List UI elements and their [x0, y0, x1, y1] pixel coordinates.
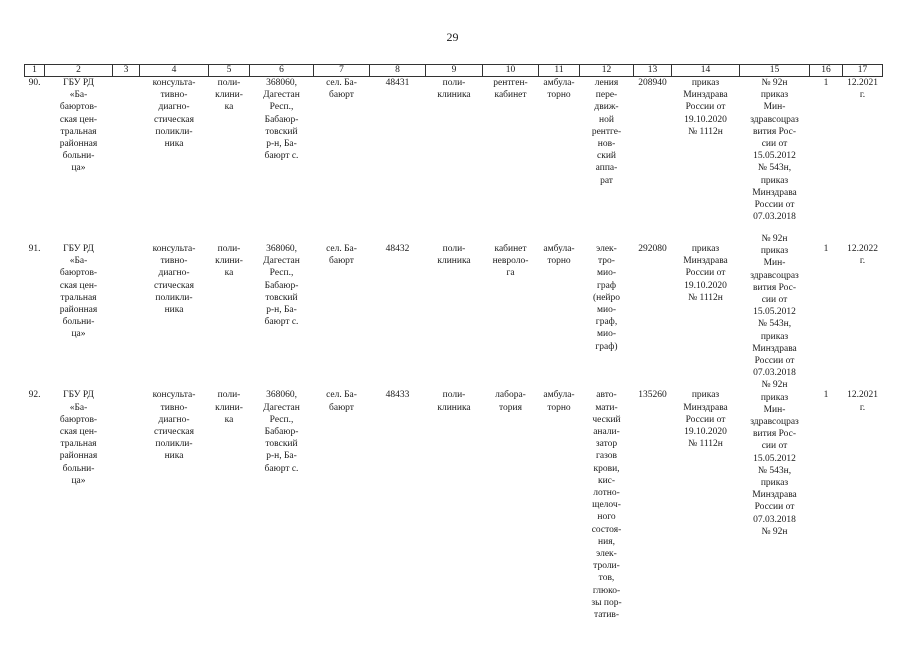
- register-table: [24, 64, 883, 649]
- header-cell: 17: [843, 65, 883, 77]
- header-cell: 4: [140, 65, 209, 77]
- order-cell: приказ Минздрава России от 19.10.2020 № 1112н: [683, 244, 728, 303]
- code-cell: 48433: [385, 390, 410, 401]
- empty-cell: [113, 233, 140, 379]
- order-cell: приказ Минздрава России от 19.10.2020 № 1112н: [683, 78, 728, 137]
- organization-cell: ГБУ РД «Ба- баюртов- ская цен- тральная районная больни- ца»: [59, 244, 98, 340]
- header-cell: 5: [209, 65, 250, 77]
- organization-cell: ГБУ РД «Ба- баюртов- ская цен- тральная районная больни- ца»: [59, 390, 98, 486]
- organization-cell: ГБУ РД «Ба- баюртов- ская цен- тральная районная больни- ца»: [59, 78, 98, 174]
- header-cell: 9: [426, 65, 483, 77]
- room-cell: лабора- тория: [495, 390, 526, 413]
- quantity-cell: 1: [823, 244, 829, 254]
- table-row: [25, 77, 883, 234]
- header-cell: 16: [810, 65, 843, 77]
- facility-type-cell: поли- клини- ка: [215, 390, 243, 425]
- row-number: 91.: [28, 244, 41, 254]
- subdivision-cell: консульта- тивно- диагно- стическая поликли- ника: [152, 390, 196, 462]
- header-cell: 2: [45, 65, 113, 77]
- room-cell: рентген- кабинет: [493, 78, 528, 101]
- care-type-cell: амбула- торно: [543, 78, 575, 101]
- quantity-cell: 1: [823, 390, 829, 401]
- unit-cell: поли- клиника: [437, 390, 471, 413]
- header-cell: 14: [672, 65, 740, 77]
- date-cell: 12.2021 г.: [847, 78, 878, 101]
- locality-cell: сел. Ба- баюрт: [326, 78, 357, 101]
- equipment-cell: ления пере- движ- ной рентге- нов- ский аппа- рат: [591, 78, 622, 186]
- code-cell: 48432: [385, 244, 410, 254]
- header-cell: 7: [314, 65, 370, 77]
- subdivision-cell: консульта- тивно- диагно- стическая поликли- ника: [152, 78, 196, 150]
- empty-cell: [113, 379, 140, 649]
- locality-cell: сел. Ба- баюрт: [326, 244, 357, 267]
- order-cell: приказ Минздрава России от 19.10.2020 № 1112н: [683, 390, 728, 450]
- header-cell: 15: [740, 65, 810, 77]
- price-cell: 292080: [638, 244, 667, 254]
- empty-cell: [113, 77, 140, 234]
- facility-type-cell: поли- клини- ка: [215, 78, 243, 113]
- care-type-cell: амбула- торно: [543, 244, 575, 267]
- header-cell: 6: [250, 65, 314, 77]
- unit-cell: поли- клиника: [437, 244, 471, 267]
- facility-type-cell: поли- клини- ка: [215, 244, 243, 279]
- table-row: [25, 233, 883, 379]
- basis-cell: № 92н приказ Мин- здравсоцраз вития Рос- сии от 15.05.2012 № 543н, приказ Минздрава России от 07.03.2018 № 92н: [750, 380, 799, 537]
- equipment-cell: элек- тро- мио- граф (нейро мио- граф, мио- граф): [592, 244, 621, 352]
- equipment-cell: авто- мати- ческий анали- затор газов крови, кис- лотно- щелоч- ного состоя- ния, элек- троли- тов, глюко- зы пор- татив-: [591, 390, 622, 621]
- header-cell: 1: [25, 65, 45, 77]
- address-cell: 368060, Дагестан Респ., Бабаюр- товский р-н, Ба- баюрт с.: [263, 244, 300, 328]
- header-cell: 11: [539, 65, 580, 77]
- basis-cell: № 92н приказ Мин- здравсоцраз вития Рос- сии от 15.05.2012 № 543н, приказ Минздрава России от 07.03.2018: [750, 78, 799, 223]
- table-row: [25, 379, 883, 649]
- price-cell: 135260: [638, 390, 667, 401]
- date-cell: 12.2022 г.: [847, 244, 878, 267]
- header-cell: 8: [370, 65, 426, 77]
- address-cell: 368060, Дагестан Респ., Бабаюр- товский р-н, Ба- баюрт с.: [263, 78, 300, 162]
- header-cell: 10: [483, 65, 539, 77]
- row-number: 90.: [28, 78, 41, 88]
- row-number: 92.: [28, 390, 41, 401]
- header-cell: 12: [580, 65, 634, 77]
- basis-cell: № 92н приказ Мин- здравсоцраз вития Рос- сии от 15.05.2012 № 543н, приказ Минздрава России от 07.03.2018: [750, 234, 799, 379]
- subdivision-cell: консульта- тивно- диагно- стическая поликли- ника: [152, 244, 196, 316]
- page-number: 29: [446, 30, 459, 44]
- care-type-cell: амбула- торно: [543, 390, 575, 413]
- header-cell: 13: [634, 65, 672, 77]
- quantity-cell: 1: [823, 78, 829, 88]
- unit-cell: поли- клиника: [437, 78, 471, 101]
- room-cell: кабинет невроло- га: [492, 244, 529, 279]
- date-cell: 12.2021 г.: [847, 390, 878, 413]
- locality-cell: сел. Ба- баюрт: [326, 390, 357, 413]
- header-row: [25, 65, 883, 77]
- header-cell: 3: [113, 65, 140, 77]
- price-cell: 208940: [638, 78, 667, 88]
- code-cell: 48431: [385, 78, 410, 88]
- address-cell: 368060, Дагестан Респ., Бабаюр- товский р-н, Ба- баюрт с.: [263, 390, 300, 474]
